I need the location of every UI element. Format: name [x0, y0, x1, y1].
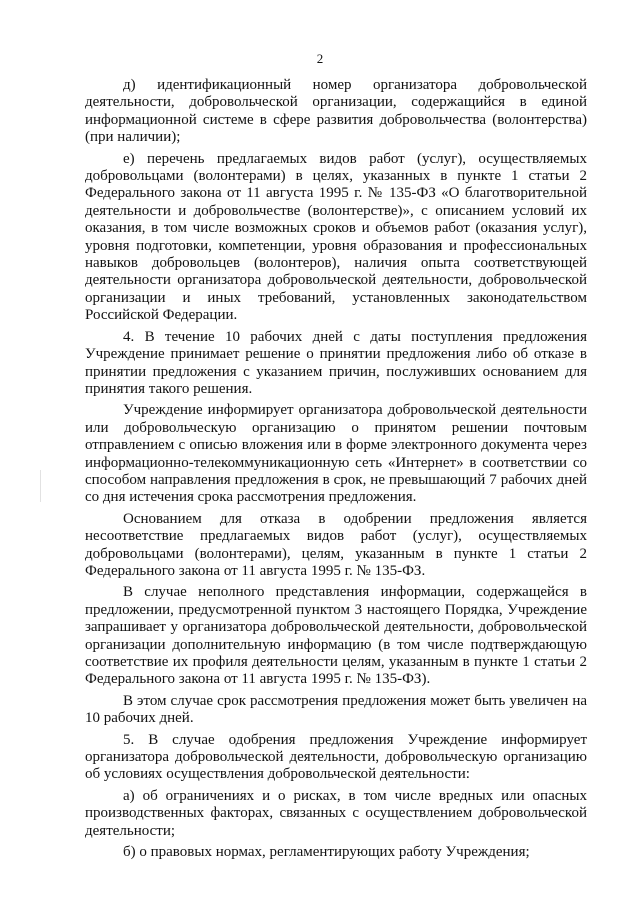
paragraph-term-extension: В этом случае срок рассмотрения предложения может быть увеличен на 10 рабочих дней.: [85, 692, 587, 727]
paragraph-d-identification-number: д) идентификационный номер организатора добровольческой деятельности, добровольческой организации, содержащийся в единой информационной системе в сфере развития добровольчества (волонтерства) (при наличии);: [85, 77, 587, 146]
document-body: [85, 77, 587, 865]
paragraph-incomplete-information: В случае неполного представления информации, содержащейся в предложении, предусмотренной пунктом 3 настоящего Порядка, Учреждение запрашивает у организатора добровольческой деятельности, добровольческой организации дополнительную информацию (в том числе подтверждающую соответствие их профиля деятельности целям, указанным в пункте 1 статьи 2 Федерального закона от 11 августа 1995 г. № 135-ФЗ).: [85, 584, 587, 688]
paragraph-a-risks: а) об ограничениях и о рисках, в том числе вредных или опасных производственных факторах, связанных с осуществлением добровольческой деятельности;: [85, 787, 587, 839]
paragraph-e-list-of-works: е) перечень предлагаемых видов работ (услуг), осуществляемых добровольцами (волонтерами) в целях, указанных в пункте 1 статьи 2 Федерального закона от 11 августа 1995 г. № 135-ФЗ «О благотворительной деятельности и добровольчестве (волонтерстве)», с описанием условий их оказания, в том числе возможных сроков и объемов работ (оказания услуг), уровня подготовки, компетенции, уровня образования и профессиональных навыков добровольцев (волонтеров), наличия опыта соответствующей деятельности организатора добровольческой деятельности, добровольческой организации и иных требований, установленных законодательством Российской Федерации.: [85, 150, 587, 324]
paragraph-b-legal-norms: б) о правовых нормах, регламентирующих работу Учреждения;: [123, 844, 530, 861]
paragraph-5-approval: 5. В случае одобрения предложения Учреждение информирует организатора добровольческой деятельности, добровольческую организацию об условиях осуществления добровольческой деятельности:: [85, 731, 587, 783]
paragraph-4-decision-term: 4. В течение 10 рабочих дней с даты поступления предложения Учреждение принимает решение о принятии предложения либо об отказе в принятии предложения с указанием причин, послуживших основанием для принятия такого решения.: [85, 328, 587, 397]
page-number: 2: [316, 51, 324, 66]
scan-margin-mark: [40, 470, 41, 502]
paragraph-refusal-grounds: Основанием для отказа в одобрении предложения является несоответствие предлагаемых видов работ (услуг), осуществляемых добровольцами (волонтерами), целям, указанным в пункте 1 статьи 2 Федерального закона от 11 августа 1995 г. № 135-ФЗ.: [85, 510, 587, 579]
paragraph-notification: Учреждение информирует организатора добровольческой деятельности или добровольческую организацию о принятом решении почтовым отправлением с описью вложения или в форме электронного документа через информационно-телекоммуникационную сеть «Интернет» в соответствии со способом направления предложения в срок, не превышающий 7 рабочих дней со дня истечения срока рассмотрения предложения.: [85, 402, 587, 506]
